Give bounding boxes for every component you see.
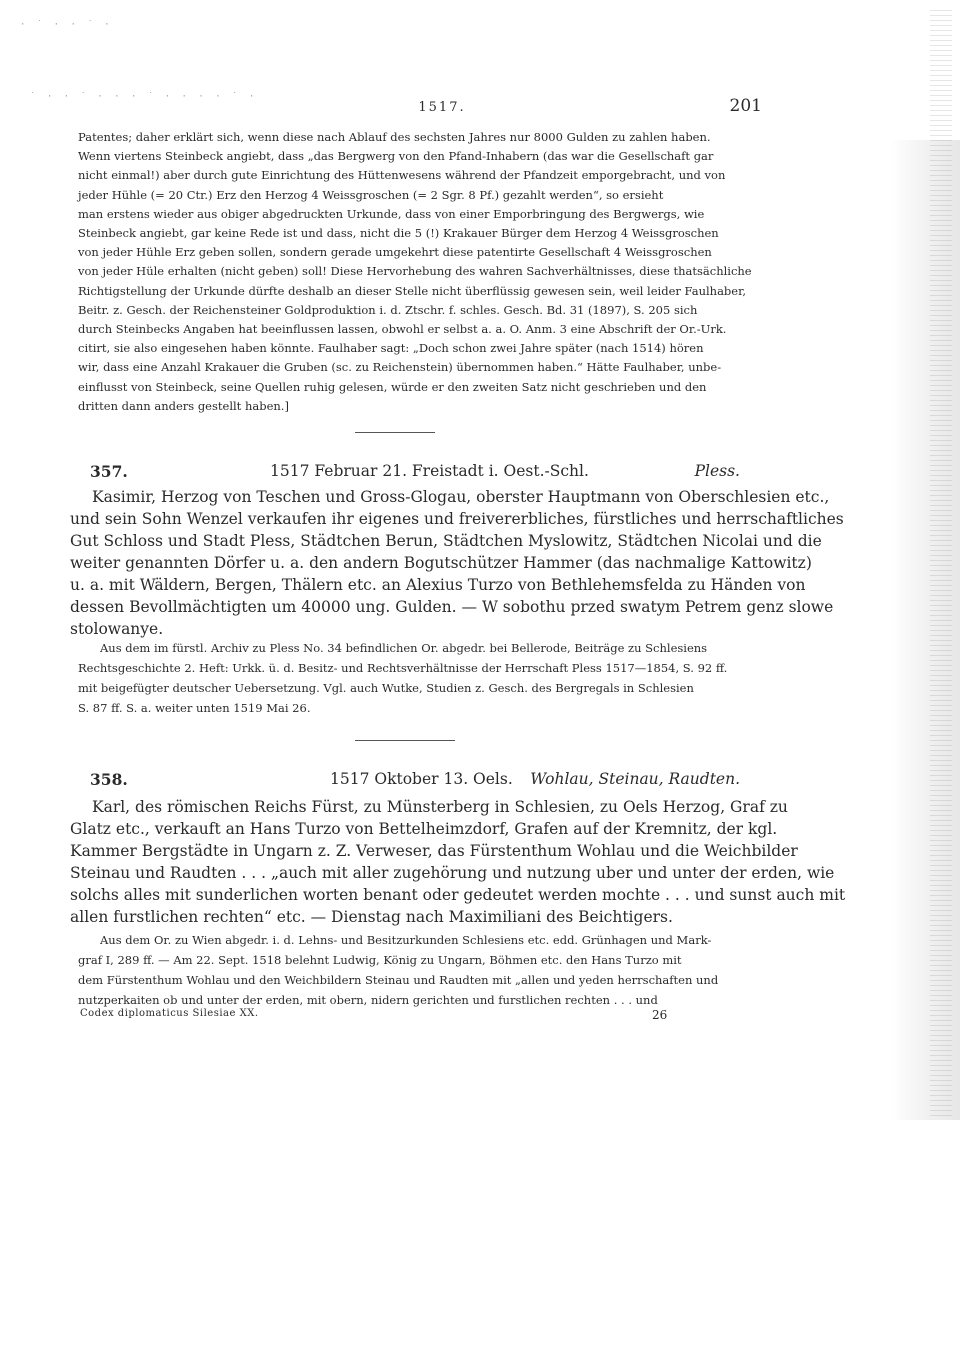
note-line: nicht einmal!) aber durch gute Einrichtung des Hüttenwesens während der Pfandzeit emporgebracht, und von [78,168,726,183]
body-line: u. a. mit Wäldern, Bergen, Thälern etc. an Alexius Turzo von Bethlehemsfelda zu Händen von [70,576,806,594]
scan-noise-header: ˙ · · ˙ · · · ˙ · · · · ˙ · [30,92,258,102]
note-line: citirt, sie also eingesehen haben könnte. Faulhaber sagt: „Doch schon zwei Jahre später (nach 1514) hören [78,341,704,356]
note-line: jeder Hühle (= 20 Ctr.) Erz den Herzog 4 Weissgroschen (= 2 Sgr. 8 Pf.) gezahlt werden“, so ersieht [78,187,664,202]
note-line: von jeder Hüle erhalten (nicht geben) soll! Diese Hervorhebung des wahren Sachverhältnisses, diese thatsächliche [78,264,752,279]
entry-358-header [90,770,740,796]
section-divider [355,432,435,433]
body-line: Gut Schloss und Stadt Pless, Städtchen Berun, Städtchen Myslowitz, Städtchen Nicolai und die [70,532,822,550]
note-line: man erstens wieder aus obiger abgedruckten Urkunde, dass von einer Emporbringung des Bergwergs, wie [78,206,705,221]
entry-number: 357. [90,462,128,481]
entry-358-source-note [78,930,758,1010]
body-line: Karl, des römischen Reichs Fürst, zu Münsterberg in Schlesien, zu Oels Herzog, Graf zu [92,798,788,816]
note-line: Wenn viertens Steinbeck angiebt, dass „das Bergwerg von den Pfand-Inhabern (das war die Gesellschaft gar [78,149,714,164]
body-line: Glatz etc., verkauft an Hans Turzo von Bettelheimzdorf, Grafen auf der Kremnitz, der kgl. [70,820,778,838]
entry-number: 358. [90,770,128,789]
body-line: dessen Bevollmächtigten um 40000 ung. Gulden. — W sobothu przed swatym Petrem genz slowe [70,598,834,616]
note-line: einflusst von Steinbeck, seine Quellen ruhig gelesen, würde er den zweiten Satz nicht geschrieben und den [78,379,707,394]
body-line: allen furstlichen rechten“ etc. — Dienstag nach Maximiliani des Beichtigers. [70,908,673,926]
entry-357-header [90,462,740,488]
entry-357-body [70,486,844,640]
note-line: Aus dem im fürstl. Archiv zu Pless No. 34 befindlichen Or. abgedr. bei Bellerode, Beiträge zu Schlesiens [100,641,708,655]
note-line: dem Fürstenthum Wohlau und den Weichbildern Steinau und Raudten mit „allen und yeden herrschaften und [78,973,719,987]
note-line: Aus dem Or. zu Wien abgedr. i. d. Lehns- und Besitzurkunden Schlesiens etc. edd. Grünhagen und Mark- [100,933,712,947]
footer-sheet-number: 26 [652,1008,668,1022]
scan-noise-top: · ˙ · · ˙ · [20,20,113,30]
entry-date: 1517 Oktober 13. Oels. [330,770,513,788]
entry-place: Pless. [694,462,740,480]
note-line: Steinbeck angiebt, gar keine Rede ist und dass, nicht die 5 (!) Krakauer Bürger dem Herzog 4 Weissgroschen [78,226,719,241]
entry-date: 1517 Februar 21. Freistadt i. Oest.-Schl. [270,462,589,480]
body-line: solchs alles mit sunderlichen worten benant oder gedeutet werden mochte . . . und sunst auch mit [70,886,846,904]
footer-signature: Codex diplomaticus Silesiae XX. [80,1008,259,1019]
note-line: von jeder Hühle Erz geben sollen, sondern gerade umgekehrt diese patentirte Gesellschaft 4 Weissgroschen [78,245,712,260]
note-line: dritten dann anders gestellt haben.] [78,398,289,413]
entry-357-source-note [78,638,758,718]
body-line: stolowanye. [70,620,164,638]
running-title: 1517. [418,100,466,115]
entry-place: Wohlau, Steinau, Raudten. [530,770,740,788]
note-line: Rechtsgeschichte 2. Heft: Urkk. ü. d. Besitz- und Rechtsverhältnisse der Herrschaft Pless 1517—1854, S. 92 ff. [78,661,728,675]
note-line: wir, dass eine Anzahl Krakauer die Gruben (sc. zu Reichenstein) übernommen haben.“ Hätte Faulhaber, unbe- [78,360,722,375]
note-line: nutzperkaiten ob und unter der erden, mit obern, nidern gerichten und furstlichen rechten . . . und [78,993,658,1007]
body-line: Steinau und Raudten . . . „auch mit aller zugehörung und nutzung uber und unter der erden, wie [70,864,835,882]
note-line: Richtigstellung der Urkunde dürfte deshalb an dieser Stelle nicht überflüssig gewesen sein, weil leider Faulhaber, [78,283,746,298]
note-line: mit beigefügter deutscher Uebersetzung. Vgl. auch Wutke, Studien z. Gesch. des Bergregals in Schlesien [78,681,694,695]
body-line: und sein Sohn Wenzel verkaufen ihr eigenes und freivererbliches, fürstliches und herrschaftliches [70,510,844,528]
entry-358-body [70,796,846,928]
page-number: 201 [729,96,762,116]
note-line: graf I, 289 ff. — Am 22. Sept. 1518 belehnt Ludwig, König zu Ungarn, Böhmen etc. den Hans Turzo mit [78,953,682,967]
body-line: weiter genannten Dörfer u. a. den andern Bogutschützer Hammer (das nachmalige Kattowitz) [70,554,812,572]
note-line: S. 87 ff. S. a. weiter unten 1519 Mai 26. [78,701,311,715]
body-line: Kammer Bergstädte in Ungarn z. Z. Verweser, das Fürstenthum Wohlau und die Weichbilder [70,842,798,860]
body-line: Kasimir, Herzog von Teschen und Gross-Glogau, oberster Hauptmann von Oberschlesien etc., [92,488,830,506]
section-divider [355,740,455,741]
note-line: Patentes; daher erklärt sich, wenn diese nach Ablauf des sechsten Jahres nur 8000 Gulden zu zahlen haben. [78,130,711,144]
page-header [78,96,762,124]
page-edge-texture [930,10,952,1120]
note-line: durch Steinbecks Angaben hat beeinflussen lassen, obwohl er selbst a. a. O. Anm. 3 eine Abschrift der Or.-Urk. [78,322,727,337]
continuation-note [78,128,758,416]
note-line: Beitr. z. Gesch. der Reichensteiner Goldproduktion i. d. Ztschr. f. schles. Gesch. Bd. 31 (1897), S. 205 sich [78,302,698,317]
